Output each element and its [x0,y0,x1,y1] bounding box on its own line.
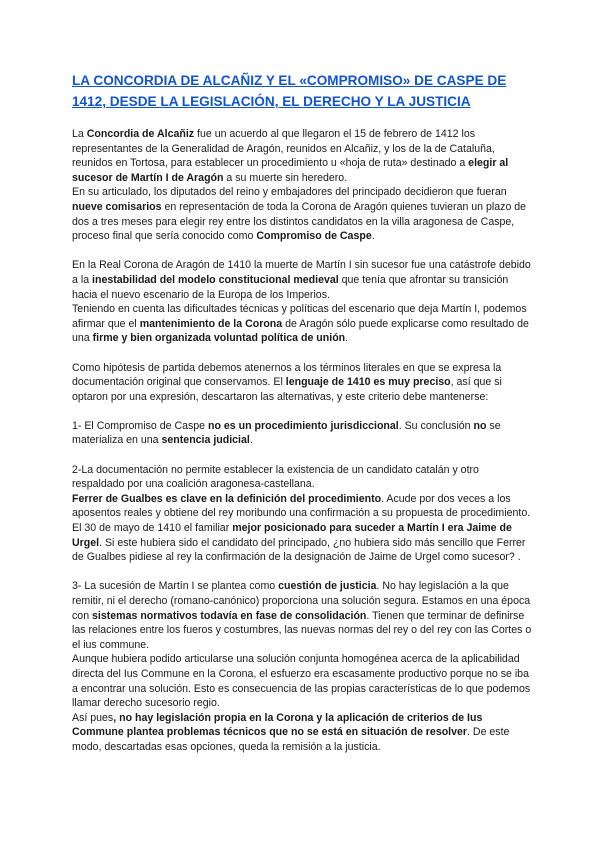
text-run: . Su conclusión [398,419,474,432]
bold-run: sistemas normativos todavía en fase de consolidación [92,609,367,622]
bold-run: Concordia de Alcañiz [86,128,195,140]
text-run: 2-La documentación no permite establecer la existencia de un candidato catalán y otro respaldado por una coalición aragonesa-castellana. [72,463,479,491]
document-title: LA CONCORDIA DE ALCAÑIZ Y EL «COMPROMISO» DE CASPE DE 1412, DESDE LA LEGISLACIÓN, EL DERECHO Y LA JUSTICIA [72,73,507,109]
paragraph-point-1 [72,419,532,448]
text-run: se materializa en una [72,419,501,447]
text-run: . Tienen que terminar de definirse las relaciones entre los fueros y costumbres, las nuevas normas del rey o del rey con las Cortes o el ius commune. [72,609,532,651]
bold-run: no es un procedimiento jurisdiccional [208,419,399,432]
bold-run: sentencia judicial [161,434,250,447]
bold-run: cuestión de justicia [278,580,377,593]
document-body [72,127,532,769]
text-run: en representación de toda la Corona de Aragón quienes tuvieran un plazo de dos a tres meses para elegir rey entre los distintos candidatos en la villa aragonesa de Caspe, proceso final que sería conocido como [72,200,527,243]
bold-run: elegir al sucesor de Martín I de Aragón [72,157,509,184]
paragraph-corona [72,258,532,346]
bold-run: inestabilidad del modelo constitucional medieval [92,273,339,286]
text-run: . No hay legislación a la que remitir, ni el derecho (romano-canónico) proporciona una solución segura. Estamos en una época con [72,580,531,622]
text-run: 3- La sucesión de Martín I se plantea como [72,580,279,593]
paragraph-point-2 [72,463,532,565]
text-run: Como hipótesis de partida debemos atenernos a los términos literales en que se expresa la documentación original que conservamos. El [72,361,502,389]
text-run: . Acude por dos veces a los aposentos reales y obtiene del rey moribundo una confirmación a su propuesta de procedimiento. El 30 de mayo de 1410 el familiar [72,492,531,535]
text-run: 1- El Compromiso de Caspe [72,419,209,432]
text-run: En su articulado, los diputados del reino y embajadores del principado decidieron que fueran [72,186,507,199]
text-run: . [345,332,349,345]
bold-run: mantenimiento de la Corona [139,317,283,330]
bold-run: lenguaje de 1410 es muy preciso [285,376,451,389]
text-run: . [371,230,375,243]
text-run: . Si este hubiera sido el candidato del principado, ¿no hubiera sido más sencillo que Ferrer de Gualbes pidiese al rey la confirmación de la designación de Jaime de Urgel como sucesor? . [72,536,526,564]
text-run: Aunque hubiera podido articularse una solución conjunta homogénea acerca de la aplicabilidad directa del Ius Commune en la Corona, el esfuerzo era escasamente productivo porque no se iba a encontrar una solución. Esto es consecuencia de las propias características de lo que podemos llamar derecho sucesorio regio. [72,653,531,710]
bold-run: firme y bien organizada voluntad política de unión [92,332,346,345]
text-run: Teniendo en cuenta las dificultades técnicas y políticas del escenario que deja Martín I, podemos afirmar que el [72,303,527,330]
text-run: La [72,128,87,140]
text-run: Así pues [72,711,114,724]
paragraph-hipotesis [72,361,532,405]
bold-run: Ferrer de Gualbes es clave en la definición del procedimiento [72,492,382,505]
text-run: de Aragón sólo puede explicarse como resultado de una [72,317,529,345]
paragraph-point-3 [72,579,532,754]
bold-run: Compromiso de Caspe [256,230,372,243]
bold-run: no [473,419,487,432]
bold-run: mejor posicionado para suceder a Martín I era Jaime de Urgel [72,522,512,549]
paragraph-concordia [72,127,532,244]
bold-run: nueve comisarios [72,200,162,213]
text-run: que tenía que afrontar su transición hacia el nuevo escenario de la Europa de los Imperios. [72,273,509,301]
text-run: . [249,434,253,447]
text-run: fue un acuerdo al que llegaron el 15 de febrero de 1412 los representantes de la Generalidad de Aragón, reunidos en Alcañiz, y los de la de Cataluña, reunidos en Tortosa, para establecer un procedimiento u «hoja de ruta» destinado a [72,128,495,170]
text-run: . De este modo, descartadas esas opciones, queda la remisión a la justicia. [72,726,510,753]
bold-run: , no hay legislación propia en la Corona y la aplicación de criterios de Ius Commune plantea problemas técnicos que no se está en situación de resolver [72,711,483,739]
text-run: a su muerte sin heredero. [223,171,348,184]
text-run: , así que si optaron por una expresión, descartaron las alternativas, y este criterio debe mantenerse: [72,376,502,403]
text-run: En la Real Corona de Aragón de 1410 la muerte de Martín I sin sucesor fue una catástrofe debido a la [72,259,531,286]
